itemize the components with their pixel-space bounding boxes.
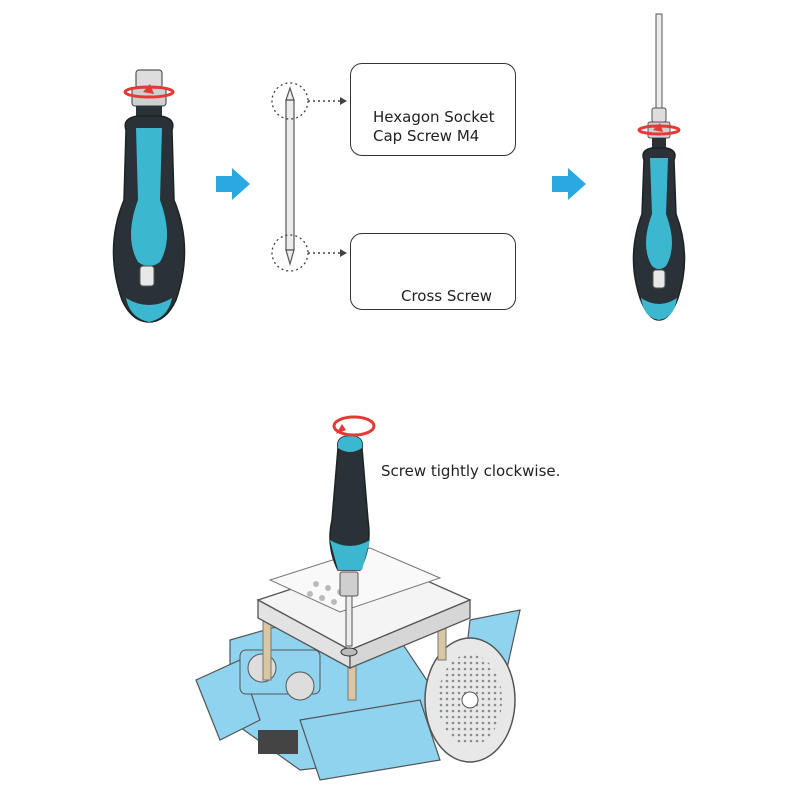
hexagon-bit-label-line1: Hexagon Socket <box>373 108 495 126</box>
screwdriver-assembled <box>633 14 684 320</box>
cross-bit-label: Cross Screw <box>401 287 492 305</box>
ultrasonic-sensor <box>240 650 320 700</box>
double-ended-bit <box>272 83 347 271</box>
screwdriver-handle-left <box>113 70 184 322</box>
instruction-text: Screw tightly clockwise. <box>381 462 561 480</box>
cross-bit-box <box>350 233 516 310</box>
rotate-arrow-icon <box>334 417 374 435</box>
hexagon-bit-box <box>350 63 516 156</box>
right-arrow-icon <box>552 168 586 200</box>
hexagon-bit-label-line2: Cap Screw M4 <box>373 127 480 145</box>
right-arrow-icon <box>216 168 250 200</box>
